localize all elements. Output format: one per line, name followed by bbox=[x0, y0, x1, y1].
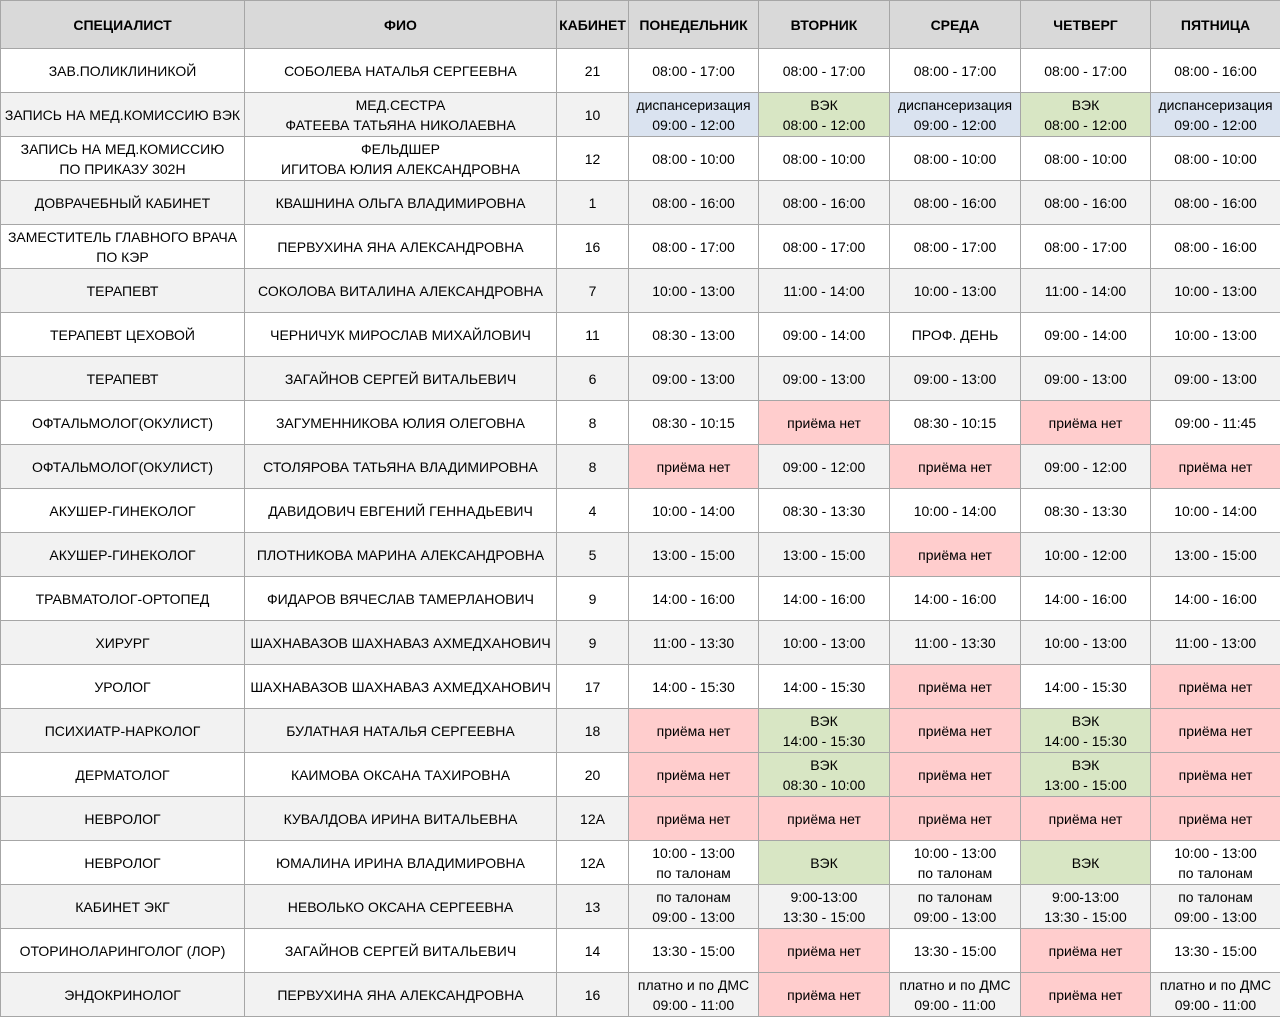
header-friday: ПЯТНИЦА bbox=[1151, 1, 1280, 49]
thursday-cell: ВЭК 14:00 - 15:30 bbox=[1021, 709, 1151, 753]
thursday-cell: 9:00-13:00 13:30 - 15:00 bbox=[1021, 885, 1151, 929]
cabinet-cell: 12А bbox=[557, 841, 629, 885]
tuesday-cell: 08:00 - 17:00 bbox=[759, 225, 890, 269]
wednesday-cell: 08:30 - 10:15 bbox=[890, 401, 1021, 445]
fio-cell: ФИДАРОВ ВЯЧЕСЛАВ ТАМЕРЛАНОВИЧ bbox=[245, 577, 557, 621]
fio-cell: ЗАГАЙНОВ СЕРГЕЙ ВИТАЛЬЕВИЧ bbox=[245, 357, 557, 401]
monday-cell: 10:00 - 13:00 по талонам bbox=[629, 841, 759, 885]
wednesday-cell: 09:00 - 13:00 bbox=[890, 357, 1021, 401]
friday-cell: 08:00 - 16:00 bbox=[1151, 49, 1280, 93]
specialist-cell: ОФТАЛЬМОЛОГ(ОКУЛИСТ) bbox=[1, 401, 245, 445]
thursday-cell: приёма нет bbox=[1021, 929, 1151, 973]
tuesday-cell: 09:00 - 13:00 bbox=[759, 357, 890, 401]
fio-cell: ДАВИДОВИЧ ЕВГЕНИЙ ГЕННАДЬЕВИЧ bbox=[245, 489, 557, 533]
cabinet-cell: 5 bbox=[557, 533, 629, 577]
friday-cell: диспансеризация 09:00 - 12:00 bbox=[1151, 93, 1280, 137]
fio-cell: КВАШНИНА ОЛЬГА ВЛАДИМИРОВНА bbox=[245, 181, 557, 225]
specialist-cell: ОФТАЛЬМОЛОГ(ОКУЛИСТ) bbox=[1, 445, 245, 489]
table-row bbox=[1, 137, 1280, 181]
specialist-cell: ТЕРАПЕВТ ЦЕХОВОЙ bbox=[1, 313, 245, 357]
cabinet-cell: 12А bbox=[557, 797, 629, 841]
tuesday-cell: 11:00 - 14:00 bbox=[759, 269, 890, 313]
friday-cell: приёма нет bbox=[1151, 709, 1280, 753]
friday-cell: 10:00 - 13:00 по талонам bbox=[1151, 841, 1280, 885]
tuesday-cell: 10:00 - 13:00 bbox=[759, 621, 890, 665]
tuesday-cell: 14:00 - 16:00 bbox=[759, 577, 890, 621]
header-fio: ФИО bbox=[245, 1, 557, 49]
friday-cell: 11:00 - 13:00 bbox=[1151, 621, 1280, 665]
table-row bbox=[1, 665, 1280, 709]
tuesday-cell: ВЭК 14:00 - 15:30 bbox=[759, 709, 890, 753]
cabinet-cell: 10 bbox=[557, 93, 629, 137]
specialist-cell: КАБИНЕТ ЭКГ bbox=[1, 885, 245, 929]
specialist-cell: ТЕРАПЕВТ bbox=[1, 357, 245, 401]
friday-cell: 10:00 - 13:00 bbox=[1151, 269, 1280, 313]
wednesday-cell: 14:00 - 16:00 bbox=[890, 577, 1021, 621]
thursday-cell: 09:00 - 13:00 bbox=[1021, 357, 1151, 401]
specialist-cell: ЗАВ.ПОЛИКЛИНИКОЙ bbox=[1, 49, 245, 93]
fio-cell: ПЕРВУХИНА ЯНА АЛЕКСАНДРОВНА bbox=[245, 973, 557, 1017]
wednesday-cell: приёма нет bbox=[890, 445, 1021, 489]
friday-cell: 08:00 - 16:00 bbox=[1151, 181, 1280, 225]
tuesday-cell: 08:00 - 17:00 bbox=[759, 49, 890, 93]
monday-cell: 09:00 - 13:00 bbox=[629, 357, 759, 401]
friday-cell: 13:30 - 15:00 bbox=[1151, 929, 1280, 973]
fio-cell: СТОЛЯРОВА ТАТЬЯНА ВЛАДИМИРОВНА bbox=[245, 445, 557, 489]
monday-cell: приёма нет bbox=[629, 797, 759, 841]
tuesday-cell: 08:00 - 10:00 bbox=[759, 137, 890, 181]
cabinet-cell: 12 bbox=[557, 137, 629, 181]
wednesday-cell: 08:00 - 17:00 bbox=[890, 49, 1021, 93]
monday-cell: по талонам 09:00 - 13:00 bbox=[629, 885, 759, 929]
table-row bbox=[1, 797, 1280, 841]
thursday-cell: 08:00 - 10:00 bbox=[1021, 137, 1151, 181]
table-row bbox=[1, 841, 1280, 885]
tuesday-cell: приёма нет bbox=[759, 973, 890, 1017]
monday-cell: диспансеризация 09:00 - 12:00 bbox=[629, 93, 759, 137]
fio-cell: ЧЕРНИЧУК МИРОСЛАВ МИХАЙЛОВИЧ bbox=[245, 313, 557, 357]
thursday-cell: ВЭК bbox=[1021, 841, 1151, 885]
fio-cell: СОКОЛОВА ВИТАЛИНА АЛЕКСАНДРОВНА bbox=[245, 269, 557, 313]
thursday-cell: 10:00 - 13:00 bbox=[1021, 621, 1151, 665]
table-row bbox=[1, 225, 1280, 269]
tuesday-cell: приёма нет bbox=[759, 401, 890, 445]
specialist-cell: УРОЛОГ bbox=[1, 665, 245, 709]
table-row bbox=[1, 973, 1280, 1017]
monday-cell: 08:00 - 16:00 bbox=[629, 181, 759, 225]
friday-cell: 08:00 - 10:00 bbox=[1151, 137, 1280, 181]
table-row bbox=[1, 313, 1280, 357]
specialist-cell: ТЕРАПЕВТ bbox=[1, 269, 245, 313]
header-tuesday: ВТОРНИК bbox=[759, 1, 890, 49]
wednesday-cell: 10:00 - 14:00 bbox=[890, 489, 1021, 533]
monday-cell: 08:00 - 10:00 bbox=[629, 137, 759, 181]
wednesday-cell: 13:30 - 15:00 bbox=[890, 929, 1021, 973]
table-row bbox=[1, 885, 1280, 929]
table-row bbox=[1, 401, 1280, 445]
wednesday-cell: приёма нет bbox=[890, 709, 1021, 753]
thursday-cell: 09:00 - 14:00 bbox=[1021, 313, 1151, 357]
specialist-cell: ЭНДОКРИНОЛОГ bbox=[1, 973, 245, 1017]
cabinet-cell: 16 bbox=[557, 225, 629, 269]
friday-cell: 13:00 - 15:00 bbox=[1151, 533, 1280, 577]
cabinet-cell: 16 bbox=[557, 973, 629, 1017]
friday-cell: приёма нет bbox=[1151, 797, 1280, 841]
table-row bbox=[1, 445, 1280, 489]
cabinet-cell: 9 bbox=[557, 577, 629, 621]
specialist-cell: ТРАВМАТОЛОГ-ОРТОПЕД bbox=[1, 577, 245, 621]
friday-cell: приёма нет bbox=[1151, 753, 1280, 797]
table-row bbox=[1, 709, 1280, 753]
table-row bbox=[1, 269, 1280, 313]
monday-cell: 10:00 - 14:00 bbox=[629, 489, 759, 533]
fio-cell: ПЕРВУХИНА ЯНА АЛЕКСАНДРОВНА bbox=[245, 225, 557, 269]
table-row bbox=[1, 929, 1280, 973]
specialist-cell: ДЕРМАТОЛОГ bbox=[1, 753, 245, 797]
schedule-body bbox=[1, 49, 1280, 1017]
monday-cell: приёма нет bbox=[629, 445, 759, 489]
table-row bbox=[1, 93, 1280, 137]
fio-cell: ПЛОТНИКОВА МАРИНА АЛЕКСАНДРОВНА bbox=[245, 533, 557, 577]
header-row bbox=[1, 1, 1280, 49]
friday-cell: 09:00 - 11:45 bbox=[1151, 401, 1280, 445]
specialist-cell: ЗАПИСЬ НА МЕД.КОМИССИЮ ВЭК bbox=[1, 93, 245, 137]
header-specialist: СПЕЦИАЛИСТ bbox=[1, 1, 245, 49]
fio-cell: КУВАЛДОВА ИРИНА ВИТАЛЬЕВНА bbox=[245, 797, 557, 841]
monday-cell: 08:00 - 17:00 bbox=[629, 225, 759, 269]
fio-cell: ЮМАЛИНА ИРИНА ВЛАДИМИРОВНА bbox=[245, 841, 557, 885]
monday-cell: платно и по ДМС 09:00 - 11:00 bbox=[629, 973, 759, 1017]
cabinet-cell: 1 bbox=[557, 181, 629, 225]
thursday-cell: 09:00 - 12:00 bbox=[1021, 445, 1151, 489]
fio-cell: ШАХНАВАЗОВ ШАХНАВАЗ АХМЕДХАНОВИЧ bbox=[245, 665, 557, 709]
specialist-cell: ПСИХИАТР-НАРКОЛОГ bbox=[1, 709, 245, 753]
header-wednesday: СРЕДА bbox=[890, 1, 1021, 49]
monday-cell: приёма нет bbox=[629, 753, 759, 797]
fio-cell: МЕД.СЕСТРА ФАТЕЕВА ТАТЬЯНА НИКОЛАЕВНА bbox=[245, 93, 557, 137]
wednesday-cell: 08:00 - 17:00 bbox=[890, 225, 1021, 269]
tuesday-cell: 09:00 - 12:00 bbox=[759, 445, 890, 489]
table-row bbox=[1, 181, 1280, 225]
specialist-cell: ОТОРИНОЛАРИНГОЛОГ (ЛОР) bbox=[1, 929, 245, 973]
wednesday-cell: 08:00 - 16:00 bbox=[890, 181, 1021, 225]
wednesday-cell: приёма нет bbox=[890, 533, 1021, 577]
cabinet-cell: 8 bbox=[557, 401, 629, 445]
specialist-cell: НЕВРОЛОГ bbox=[1, 841, 245, 885]
cabinet-cell: 13 bbox=[557, 885, 629, 929]
thursday-cell: ВЭК 08:00 - 12:00 bbox=[1021, 93, 1151, 137]
table-row bbox=[1, 753, 1280, 797]
monday-cell: 14:00 - 15:30 bbox=[629, 665, 759, 709]
friday-cell: по талонам 09:00 - 13:00 bbox=[1151, 885, 1280, 929]
tuesday-cell: приёма нет bbox=[759, 797, 890, 841]
thursday-cell: 14:00 - 15:30 bbox=[1021, 665, 1151, 709]
friday-cell: приёма нет bbox=[1151, 665, 1280, 709]
specialist-cell: АКУШЕР-ГИНЕКОЛОГ bbox=[1, 489, 245, 533]
wednesday-cell: платно и по ДМС 09:00 - 11:00 bbox=[890, 973, 1021, 1017]
wednesday-cell: приёма нет bbox=[890, 665, 1021, 709]
specialist-cell: АКУШЕР-ГИНЕКОЛОГ bbox=[1, 533, 245, 577]
thursday-cell: 14:00 - 16:00 bbox=[1021, 577, 1151, 621]
monday-cell: 10:00 - 13:00 bbox=[629, 269, 759, 313]
thursday-cell: 08:00 - 16:00 bbox=[1021, 181, 1151, 225]
thursday-cell: приёма нет bbox=[1021, 797, 1151, 841]
cabinet-cell: 8 bbox=[557, 445, 629, 489]
specialist-cell: НЕВРОЛОГ bbox=[1, 797, 245, 841]
fio-cell: ФЕЛЬДШЕР ИГИТОВА ЮЛИЯ АЛЕКСАНДРОВНА bbox=[245, 137, 557, 181]
header-thursday: ЧЕТВЕРГ bbox=[1021, 1, 1151, 49]
tuesday-cell: 9:00-13:00 13:30 - 15:00 bbox=[759, 885, 890, 929]
cabinet-cell: 6 bbox=[557, 357, 629, 401]
friday-cell: приёма нет bbox=[1151, 445, 1280, 489]
tuesday-cell: ВЭК 08:30 - 10:00 bbox=[759, 753, 890, 797]
wednesday-cell: 10:00 - 13:00 по талонам bbox=[890, 841, 1021, 885]
fio-cell: КАИМОВА ОКСАНА ТАХИРОВНА bbox=[245, 753, 557, 797]
cabinet-cell: 7 bbox=[557, 269, 629, 313]
specialist-cell: ЗАМЕСТИТЕЛЬ ГЛАВНОГО ВРАЧА ПО КЭР bbox=[1, 225, 245, 269]
table-row bbox=[1, 357, 1280, 401]
monday-cell: 13:30 - 15:00 bbox=[629, 929, 759, 973]
wednesday-cell: 08:00 - 10:00 bbox=[890, 137, 1021, 181]
tuesday-cell: 14:00 - 15:30 bbox=[759, 665, 890, 709]
cabinet-cell: 20 bbox=[557, 753, 629, 797]
specialist-cell: ХИРУРГ bbox=[1, 621, 245, 665]
wednesday-cell: по талонам 09:00 - 13:00 bbox=[890, 885, 1021, 929]
wednesday-cell: приёма нет bbox=[890, 797, 1021, 841]
monday-cell: приёма нет bbox=[629, 709, 759, 753]
friday-cell: 08:00 - 16:00 bbox=[1151, 225, 1280, 269]
table-row bbox=[1, 489, 1280, 533]
thursday-cell: ВЭК 13:00 - 15:00 bbox=[1021, 753, 1151, 797]
specialist-cell: ЗАПИСЬ НА МЕД.КОМИССИЮ ПО ПРИКАЗУ 302Н bbox=[1, 137, 245, 181]
friday-cell: 10:00 - 13:00 bbox=[1151, 313, 1280, 357]
monday-cell: 08:30 - 10:15 bbox=[629, 401, 759, 445]
tuesday-cell: 13:00 - 15:00 bbox=[759, 533, 890, 577]
table-row bbox=[1, 621, 1280, 665]
fio-cell: ЗАГАЙНОВ СЕРГЕЙ ВИТАЛЬЕВИЧ bbox=[245, 929, 557, 973]
cabinet-cell: 9 bbox=[557, 621, 629, 665]
specialist-cell: ДОВРАЧЕБНЫЙ КАБИНЕТ bbox=[1, 181, 245, 225]
wednesday-cell: диспансеризация 09:00 - 12:00 bbox=[890, 93, 1021, 137]
wednesday-cell: приёма нет bbox=[890, 753, 1021, 797]
fio-cell: БУЛАТНАЯ НАТАЛЬЯ СЕРГЕЕВНА bbox=[245, 709, 557, 753]
tuesday-cell: 09:00 - 14:00 bbox=[759, 313, 890, 357]
monday-cell: 13:00 - 15:00 bbox=[629, 533, 759, 577]
thursday-cell: приёма нет bbox=[1021, 973, 1151, 1017]
friday-cell: платно и по ДМС 09:00 - 11:00 bbox=[1151, 973, 1280, 1017]
table-row bbox=[1, 577, 1280, 621]
thursday-cell: 10:00 - 12:00 bbox=[1021, 533, 1151, 577]
monday-cell: 11:00 - 13:30 bbox=[629, 621, 759, 665]
tuesday-cell: 08:30 - 13:30 bbox=[759, 489, 890, 533]
wednesday-cell: 10:00 - 13:00 bbox=[890, 269, 1021, 313]
cabinet-cell: 18 bbox=[557, 709, 629, 753]
fio-cell: ЗАГУМЕННИКОВА ЮЛИЯ ОЛЕГОВНА bbox=[245, 401, 557, 445]
fio-cell: ШАХНАВАЗОВ ШАХНАВАЗ АХМЕДХАНОВИЧ bbox=[245, 621, 557, 665]
monday-cell: 08:00 - 17:00 bbox=[629, 49, 759, 93]
thursday-cell: приёма нет bbox=[1021, 401, 1151, 445]
header-monday: ПОНЕДЕЛЬНИК bbox=[629, 1, 759, 49]
cabinet-cell: 21 bbox=[557, 49, 629, 93]
monday-cell: 08:30 - 13:00 bbox=[629, 313, 759, 357]
tuesday-cell: ВЭК bbox=[759, 841, 890, 885]
wednesday-cell: 11:00 - 13:30 bbox=[890, 621, 1021, 665]
header-cabinet: КАБИНЕТ bbox=[557, 1, 629, 49]
fio-cell: СОБОЛЕВА НАТАЛЬЯ СЕРГЕЕВНА bbox=[245, 49, 557, 93]
thursday-cell: 11:00 - 14:00 bbox=[1021, 269, 1151, 313]
cabinet-cell: 14 bbox=[557, 929, 629, 973]
friday-cell: 10:00 - 14:00 bbox=[1151, 489, 1280, 533]
table-row bbox=[1, 49, 1280, 93]
tuesday-cell: 08:00 - 16:00 bbox=[759, 181, 890, 225]
thursday-cell: 08:30 - 13:30 bbox=[1021, 489, 1151, 533]
fio-cell: НЕВОЛЬКО ОКСАНА СЕРГЕЕВНА bbox=[245, 885, 557, 929]
tuesday-cell: ВЭК 08:00 - 12:00 bbox=[759, 93, 890, 137]
monday-cell: 14:00 - 16:00 bbox=[629, 577, 759, 621]
wednesday-cell: ПРОФ. ДЕНЬ bbox=[890, 313, 1021, 357]
thursday-cell: 08:00 - 17:00 bbox=[1021, 49, 1151, 93]
friday-cell: 09:00 - 13:00 bbox=[1151, 357, 1280, 401]
thursday-cell: 08:00 - 17:00 bbox=[1021, 225, 1151, 269]
tuesday-cell: приёма нет bbox=[759, 929, 890, 973]
cabinet-cell: 4 bbox=[557, 489, 629, 533]
friday-cell: 14:00 - 16:00 bbox=[1151, 577, 1280, 621]
table-row bbox=[1, 533, 1280, 577]
cabinet-cell: 11 bbox=[557, 313, 629, 357]
cabinet-cell: 17 bbox=[557, 665, 629, 709]
